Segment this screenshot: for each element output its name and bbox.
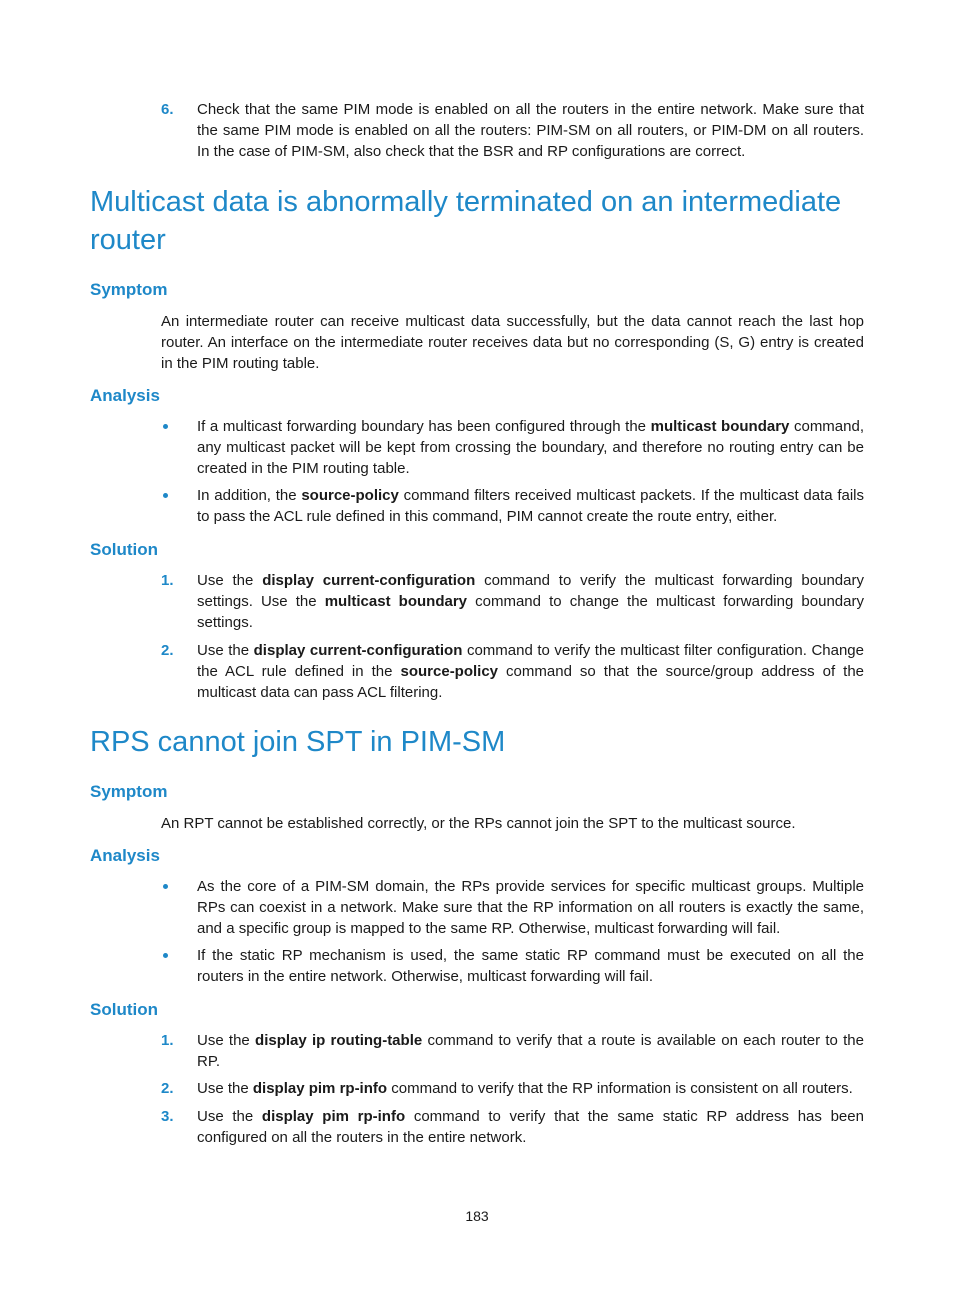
list-item [161, 1078, 864, 1099]
step-number: 3. [161, 1108, 174, 1125]
command-name: display pim rp-info [261, 1108, 406, 1125]
section-title: Multicast data is abnormally terminated on an intermediate router [90, 186, 842, 256]
page-number: 183 [465, 1208, 489, 1224]
bullet-icon [163, 493, 168, 498]
step-number: 1. [161, 572, 174, 589]
step-text: Use the display ip routing-table command to verify that a route is available on each router to the RP. [197, 1032, 864, 1071]
subsection-heading-analysis: Analysis [90, 386, 160, 405]
command-name: display ip routing-table [255, 1032, 423, 1049]
bullet-text: If a multicast forwarding boundary has been configured through the multicast boundary command, any multicast packet will be kept from crossing the boundary, and therefore no routing entry can be created in the PIM routing table. [197, 418, 865, 478]
list-item [161, 945, 864, 987]
bullet-text: If the static RP mechanism is used, the same static RP command must be executed on all the routers in the entire network. Otherwise, multicast forwarding will fail. [197, 947, 864, 986]
command-name: source-policy [400, 663, 499, 681]
list-item [161, 99, 864, 163]
step-number: 1. [161, 1032, 174, 1049]
step-number: 2. [161, 642, 174, 659]
subsection-heading-analysis: Analysis [90, 846, 160, 865]
step-text: Check that the same PIM mode is enabled on all the routers in the entire network. Make sure that the same PIM mode is enabled on all the routers: PIM-SM on all routers, or PIM-DM on all routers. In the case of PIM-SM, also check that the BSR and RP configurations are correct. [197, 101, 864, 161]
step-text: Use the display current-configuration command to verify the multicast filter configuration. Change the ACL rule defined in the source-policy command so that the source/group address of the multicast data can pass ACL filtering. [197, 642, 865, 702]
command-name: display current-configuration [253, 642, 463, 659]
bullet-icon [163, 884, 168, 889]
command-name: display pim rp-info [252, 1080, 388, 1097]
section-title: RPS cannot join SPT in PIM-SM [90, 726, 506, 758]
step-text: Use the display pim rp-info command to verify that the RP information is consistent on all routers. [197, 1080, 853, 1097]
list-item [161, 640, 864, 704]
bullet-text: As the core of a PIM-SM domain, the RPs provide services for specific multicast groups. Multiple RPs can coexist in a network. Make sure that the RP information on all routers is exactly the same, and a specific group is mapped to the same RP. Otherwise, multicast forwarding will fail. [197, 878, 864, 938]
command-name: source-policy [301, 487, 399, 504]
subsection-heading-solution: Solution [90, 540, 158, 559]
step-text: Use the display pim rp-info command to verify that the same static RP address has been configured on all the routers in the entire network. [197, 1108, 864, 1147]
list-item [161, 876, 864, 940]
command-name: multicast boundary [650, 418, 790, 435]
symptom-text: An intermediate router can receive multicast data successfully, but the data cannot reach the last hop router. An interface on the intermediate router receives data but no corresponding (S, G) entry is created in the PIM routing table. [161, 313, 864, 373]
list-item [161, 1106, 864, 1148]
subsection-heading-symptom: Symptom [90, 280, 168, 299]
bullet-text: In addition, the source-policy command filters received multicast packets. If the multicast data fails to pass the ACL rule defined in this command, PIM cannot create the route entry, either. [197, 487, 864, 526]
list-item [161, 570, 864, 634]
symptom-text: An RPT cannot be established correctly, or the RPs cannot join the SPT to the multicast source. [161, 815, 796, 832]
step-number: 6. [161, 101, 174, 118]
list-item [161, 416, 864, 480]
step-number: 2. [161, 1080, 174, 1097]
command-name: multicast boundary [324, 593, 468, 611]
list-item [161, 1030, 864, 1072]
command-name: display current-configuration [262, 572, 476, 589]
step-text: Use the display current-configuration command to verify the multicast forwarding boundary settings. Use the multicast boundary command to change the multicast forwarding boundary settings. [197, 572, 864, 632]
list-item [161, 485, 864, 527]
subsection-heading-symptom: Symptom [90, 782, 168, 801]
bullet-icon [163, 424, 168, 429]
bullet-icon [163, 953, 168, 958]
subsection-heading-solution: Solution [90, 1000, 158, 1019]
